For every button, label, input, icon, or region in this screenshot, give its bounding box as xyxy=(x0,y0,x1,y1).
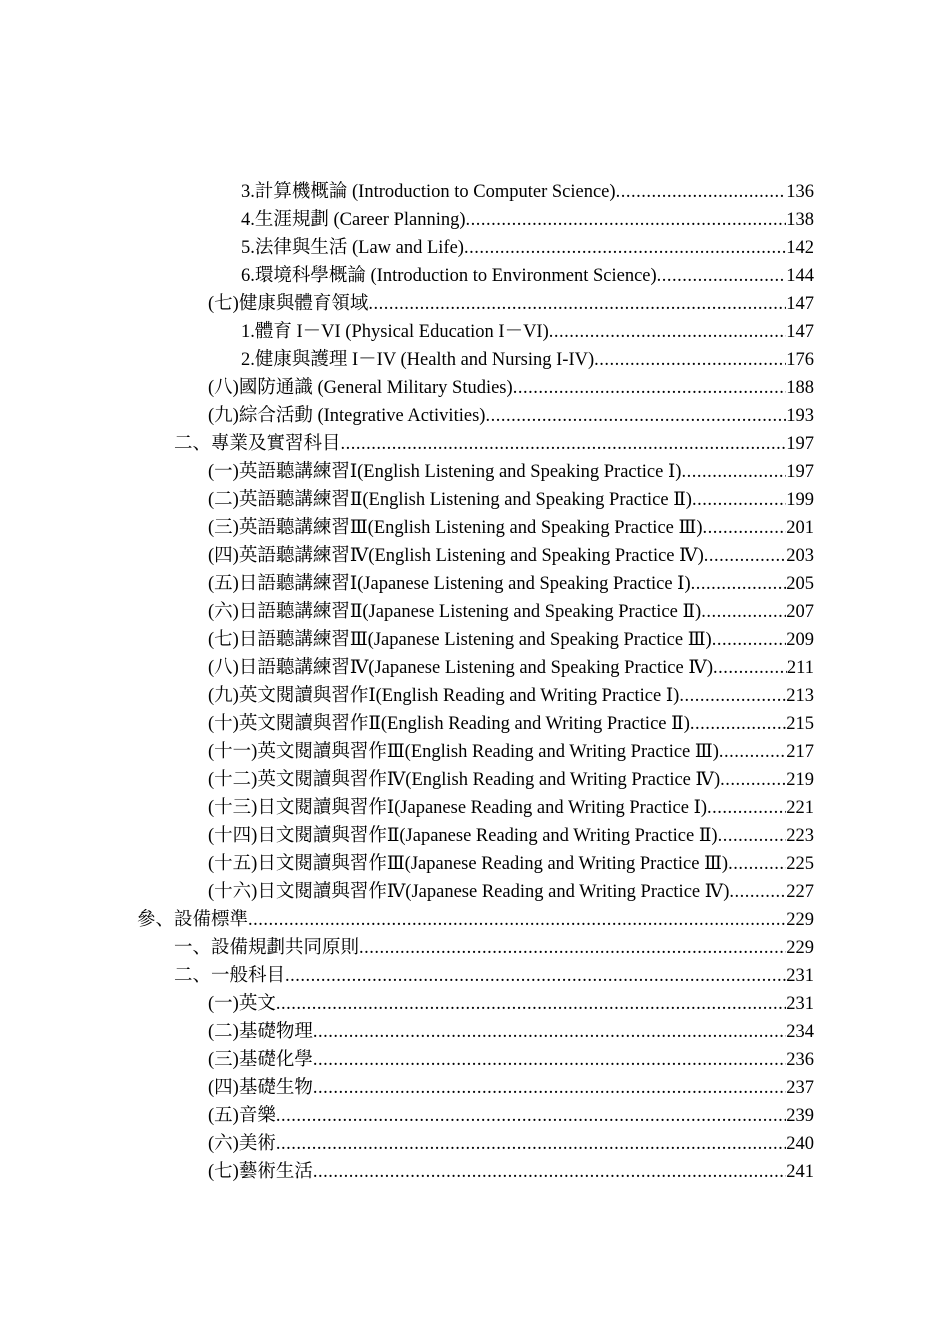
toc-entry[interactable] xyxy=(174,934,814,962)
toc-entry[interactable] xyxy=(208,682,814,710)
toc-entry-page-number: 201 xyxy=(786,518,814,538)
toc-dot-leader xyxy=(713,654,787,682)
toc-dot-leader xyxy=(703,514,787,542)
toc-entry-title: 6.環境科學概論 (Introduction to Environment Science) xyxy=(241,266,657,286)
toc-entry[interactable] xyxy=(208,710,814,738)
toc-entry[interactable] xyxy=(208,458,814,486)
toc-entry[interactable] xyxy=(208,1102,814,1130)
toc-dot-leader xyxy=(276,990,786,1018)
toc-entry[interactable] xyxy=(208,514,814,542)
toc-dot-leader xyxy=(313,1046,786,1074)
toc-entry-title: (七)健康與體育領域 xyxy=(208,294,369,314)
toc-entry-page-number: 203 xyxy=(786,546,814,566)
toc-dot-leader xyxy=(276,1102,786,1130)
toc-entry[interactable] xyxy=(174,430,814,458)
toc-entry-page-number: 234 xyxy=(786,1022,814,1042)
toc-entry-title: 參、設備標準 xyxy=(137,910,249,930)
toc-dot-leader xyxy=(359,934,786,962)
toc-entry-title: (五)音樂 xyxy=(208,1106,276,1126)
toc-dot-leader xyxy=(692,486,786,514)
toc-entry-page-number: 225 xyxy=(786,854,814,874)
toc-entry-page-number: 205 xyxy=(786,574,814,594)
toc-entry[interactable] xyxy=(208,1158,814,1186)
toc-entry-page-number: 144 xyxy=(786,266,814,286)
toc-entry-title: (一)英文 xyxy=(208,994,276,1014)
toc-entry-page-number: 197 xyxy=(786,434,814,454)
toc-entry-title: 5.法律與生活 (Law and Life) xyxy=(241,238,464,258)
toc-entry-page-number: 241 xyxy=(786,1162,814,1182)
toc-entry-title: (十五)日文閱讀與習作Ⅲ(Japanese Reading and Writing Practice Ⅲ) xyxy=(208,854,729,874)
toc-entry-title: (五)日語聽講練習Ⅰ(Japanese Listening and Speaking Practice Ⅰ) xyxy=(208,574,691,594)
toc-entry[interactable] xyxy=(208,1074,814,1102)
toc-entry-title: (十三)日文閱讀與習作Ⅰ(Japanese Reading and Writing Practice Ⅰ) xyxy=(208,798,708,818)
toc-entry-title: 2.健康與護理 I－IV (Health and Nursing I-IV) xyxy=(241,350,595,370)
toc-dot-leader xyxy=(549,318,786,346)
toc-entry-title: (十二)英文閱讀與習作Ⅳ(English Reading and Writing Practice Ⅳ) xyxy=(208,770,721,790)
toc-entry-page-number: 193 xyxy=(786,406,814,426)
toc-entry-title: (十一)英文閱讀與習作Ⅲ(English Reading and Writing Practice Ⅲ) xyxy=(208,742,719,762)
toc-dot-leader xyxy=(729,878,786,906)
toc-entry-title: (八)日語聽講練習Ⅳ(Japanese Listening and Speaking Practice Ⅳ) xyxy=(208,658,713,678)
toc-dot-leader xyxy=(313,1158,786,1186)
toc-entry-page-number: 223 xyxy=(786,826,814,846)
toc-dot-leader xyxy=(719,738,786,766)
toc-entry[interactable] xyxy=(241,178,814,206)
toc-entry[interactable] xyxy=(208,542,814,570)
toc-entry-title: 3.計算機概論 (Introduction to Computer Science) xyxy=(241,182,616,202)
toc-dot-leader xyxy=(594,346,786,374)
toc-dot-leader xyxy=(285,962,786,990)
toc-entry-title: (六)日語聽講練習Ⅱ(Japanese Listening and Speaking Practice Ⅱ) xyxy=(208,602,702,622)
toc-entry[interactable] xyxy=(208,402,814,430)
toc-entry[interactable] xyxy=(208,486,814,514)
toc-dot-leader xyxy=(466,206,787,234)
toc-dot-leader xyxy=(707,794,786,822)
toc-entry[interactable] xyxy=(208,1130,814,1158)
toc-entry-title: (十四)日文閱讀與習作Ⅱ(Japanese Reading and Writing Practice Ⅱ) xyxy=(208,826,718,846)
toc-entry-title: (四)英語聽講練習Ⅳ(English Listening and Speaking Practice Ⅳ) xyxy=(208,546,704,566)
toc-dot-leader xyxy=(712,626,787,654)
toc-entry-title: (七)日語聽講練習Ⅲ(Japanese Listening and Speaking Practice Ⅲ) xyxy=(208,630,712,650)
toc-entry-page-number: 237 xyxy=(786,1078,814,1098)
toc-entry-page-number: 231 xyxy=(786,994,814,1014)
toc-entry-title: (九)英文閱讀與習作Ⅰ(English Reading and Writing Practice Ⅰ) xyxy=(208,686,680,706)
toc-dot-leader xyxy=(720,766,786,794)
toc-dot-leader xyxy=(276,1130,786,1158)
toc-entry[interactable] xyxy=(208,1018,814,1046)
toc-entry[interactable] xyxy=(241,346,814,374)
toc-entry[interactable] xyxy=(208,990,814,1018)
toc-entry-title: (八)國防通識 (General Military Studies) xyxy=(208,378,513,398)
toc-entry[interactable] xyxy=(208,766,814,794)
toc-entry[interactable] xyxy=(208,794,814,822)
toc-entry[interactable] xyxy=(208,822,814,850)
toc-entry-page-number: 215 xyxy=(786,714,814,734)
toc-dot-leader xyxy=(313,1074,786,1102)
toc-dot-leader xyxy=(691,570,787,598)
toc-dot-leader xyxy=(368,290,786,318)
toc-dot-leader xyxy=(701,598,786,626)
toc-entry-page-number: 209 xyxy=(786,630,814,650)
toc-entry-page-number: 188 xyxy=(786,378,814,398)
toc-entry-page-number: 229 xyxy=(786,910,814,930)
toc-dot-leader xyxy=(248,906,786,934)
toc-entry-page-number: 239 xyxy=(786,1106,814,1126)
toc-entry[interactable] xyxy=(241,234,814,262)
toc-entry-title: (三)英語聽講練習Ⅲ(English Listening and Speaking Practice Ⅲ) xyxy=(208,518,703,538)
toc-entry-title: (十)英文閱讀與習作Ⅱ(English Reading and Writing Practice Ⅱ) xyxy=(208,714,690,734)
toc-entry-title: (一)英語聽講練習Ⅰ(English Listening and Speaking Practice Ⅰ) xyxy=(208,462,682,482)
toc-dot-leader xyxy=(513,374,787,402)
toc-entry-page-number: 142 xyxy=(786,238,814,258)
toc-dot-leader xyxy=(704,542,786,570)
toc-entry-page-number: 211 xyxy=(786,658,814,678)
toc-entry[interactable] xyxy=(137,906,814,934)
toc-entry-title: (六)美術 xyxy=(208,1134,276,1154)
toc-entry[interactable] xyxy=(208,1046,814,1074)
toc-dot-leader xyxy=(313,1018,786,1046)
toc-entry[interactable] xyxy=(208,570,814,598)
toc-entry[interactable] xyxy=(208,374,814,402)
toc-entry[interactable] xyxy=(208,738,814,766)
toc-entry-page-number: 240 xyxy=(786,1134,814,1154)
toc-entry-page-number: 138 xyxy=(786,210,814,230)
toc-dot-leader xyxy=(341,430,787,458)
toc-dot-leader xyxy=(616,178,787,206)
toc-entry-title: 二、專業及實習科目 xyxy=(174,434,341,454)
toc-entry-page-number: 136 xyxy=(786,182,814,202)
toc-dot-leader xyxy=(657,262,787,290)
toc-entry-page-number: 207 xyxy=(786,602,814,622)
toc-entry[interactable] xyxy=(208,626,814,654)
toc-entry[interactable] xyxy=(208,290,814,318)
toc-entry-title: 二、一般科目 xyxy=(174,966,286,986)
toc-entry[interactable] xyxy=(208,850,814,878)
toc-entry-title: 1.體育 I－VI (Physical Education I－VI) xyxy=(241,322,549,342)
toc-entry-page-number: 219 xyxy=(786,770,814,790)
toc-entry-title: (二)英語聽講練習Ⅱ(English Listening and Speaking Practice Ⅱ) xyxy=(208,490,692,510)
toc-entry-page-number: 221 xyxy=(786,798,814,818)
toc-entry-page-number: 217 xyxy=(786,742,814,762)
toc-entry-page-number: 231 xyxy=(786,966,814,986)
toc-entry-page-number: 199 xyxy=(786,490,814,510)
toc-entry-title: (四)基礎生物 xyxy=(208,1078,313,1098)
toc-entry[interactable] xyxy=(241,206,814,234)
toc-entry-title: 一、設備規劃共同原則 xyxy=(174,938,360,958)
toc-entry-title: (七)藝術生活 xyxy=(208,1162,313,1182)
toc-entry[interactable] xyxy=(241,318,814,346)
toc-dot-leader xyxy=(464,234,786,262)
toc-entry-page-number: 229 xyxy=(786,938,814,958)
toc-entry-page-number: 236 xyxy=(786,1050,814,1070)
toc-dot-leader xyxy=(728,850,786,878)
toc-entry-page-number: 147 xyxy=(786,322,814,342)
toc-entry[interactable] xyxy=(241,262,814,290)
toc-dot-leader xyxy=(690,710,786,738)
toc-entry-page-number: 213 xyxy=(786,686,814,706)
toc-entry[interactable] xyxy=(208,878,814,906)
toc-dot-leader xyxy=(679,682,786,710)
toc-entry-title: 4.生涯規劃 (Career Planning) xyxy=(241,210,466,230)
toc-entry-title: (三)基礎化學 xyxy=(208,1050,313,1070)
toc-entry-page-number: 147 xyxy=(786,294,814,314)
toc-entry[interactable] xyxy=(174,962,814,990)
toc-dot-leader xyxy=(718,822,787,850)
toc-entry-page-number: 197 xyxy=(786,462,814,482)
toc-entry-title: (十六)日文閱讀與習作Ⅳ(Japanese Reading and Writing Practice Ⅳ) xyxy=(208,882,730,902)
toc-entry-title: (九)綜合活動 (Integrative Activities) xyxy=(208,406,486,426)
toc-entry[interactable] xyxy=(208,654,814,682)
toc-dot-leader xyxy=(485,402,786,430)
toc-entry-page-number: 227 xyxy=(786,882,814,902)
toc-entry-title: (二)基礎物理 xyxy=(208,1022,313,1042)
toc-dot-leader xyxy=(681,458,786,486)
toc-entry[interactable] xyxy=(208,598,814,626)
toc-entry-page-number: 176 xyxy=(786,350,814,370)
